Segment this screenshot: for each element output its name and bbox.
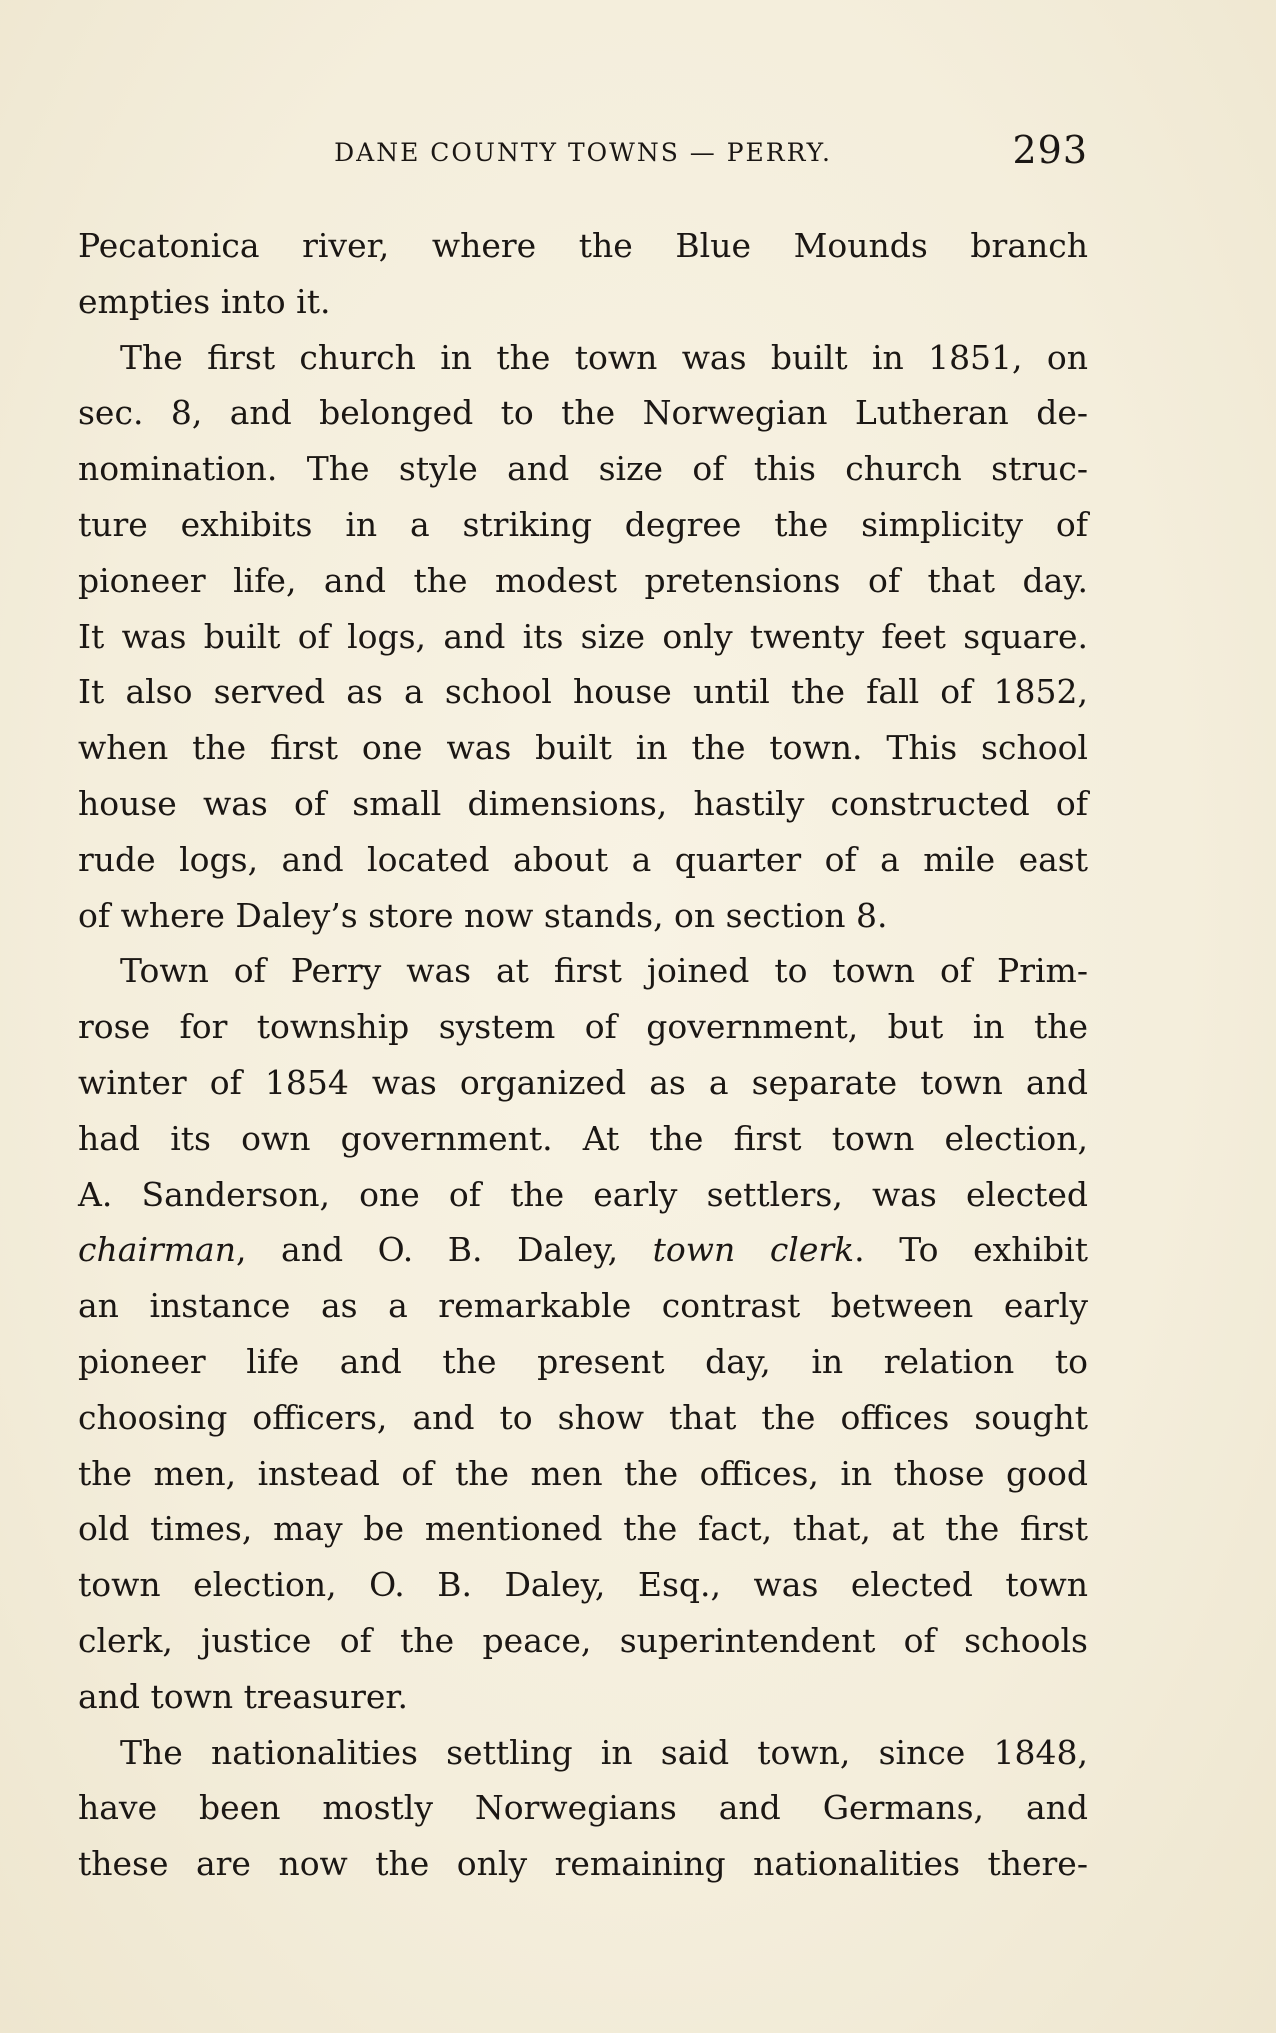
text-line: A. Sanderson, one of the early settlers, was elected — [78, 1174, 1088, 1214]
text-line: nomination. The style and size of this church struc- — [78, 449, 1088, 489]
text-line: of where Daley’s store now stands, on section 8. — [78, 895, 888, 935]
body-text — [78, 218, 1088, 1892]
text-line: empties into it. — [78, 281, 331, 321]
text-line: Town of Perry was at first joined to town of Prim- — [120, 951, 1088, 991]
text-line: The nationalities settling in said town, since 1848, — [120, 1732, 1088, 1772]
text-line: It was built of logs, and its size only twenty feet square. — [78, 616, 1088, 656]
text-line: sec. 8, and belonged to the Norwegian Lutheran de- — [78, 393, 1088, 433]
text-line: house was of small dimensions, hastily constructed of — [78, 783, 1088, 823]
text-line: old times, may be mentioned the fact, that, at the first — [78, 1509, 1088, 1549]
text-line: rude logs, and located about a quarter of a mile east — [78, 839, 1088, 879]
text-line: these are now the only remaining nationalities there- — [78, 1844, 1088, 1884]
text-line: the men, instead of the men the offices, in those good — [78, 1453, 1088, 1493]
text-line: clerk, justice of the peace, superintendent of schools — [78, 1620, 1088, 1660]
running-title: DANE COUNTY TOWNS — PERRY. — [334, 138, 832, 167]
text-line: had its own government. At the first town election, — [78, 1118, 1088, 1158]
text-line: and town treasurer. — [78, 1676, 409, 1716]
text-line: winter of 1854 was organized as a separate town and — [78, 1062, 1088, 1102]
text-line: an instance as a remarkable contrast between early — [78, 1286, 1088, 1326]
text-line: pioneer life, and the modest pretensions of that day. — [78, 560, 1088, 600]
text-line: ture exhibits in a striking degree the simplicity of — [78, 504, 1088, 544]
text-line: town election, O. B. Daley, Esq., was elected town — [78, 1565, 1088, 1605]
text-segment: . To exhibit — [854, 1230, 1088, 1270]
text-line: choosing officers, and to show that the offices sought — [78, 1397, 1088, 1437]
italic-term: town clerk — [652, 1230, 855, 1270]
running-head — [78, 128, 1088, 188]
text-line: have been mostly Norwegians and Germans, and — [78, 1788, 1088, 1828]
text-line: rose for township system of government, but in the — [78, 1007, 1088, 1047]
text-line — [78, 1222, 1088, 1278]
text-line: It also served as a school house until the fall of 1852, — [78, 672, 1088, 712]
text-line: The first church in the town was built in 1851, on — [120, 337, 1088, 377]
text-segment: , and O. B. Daley, — [235, 1230, 653, 1270]
text-line: Pecatonica river, where the Blue Mounds branch — [78, 226, 1088, 265]
text-line: pioneer life and the present day, in relation to — [78, 1341, 1088, 1381]
italic-term: chairman — [78, 1230, 236, 1270]
text-line: when the first one was built in the town. This school — [78, 728, 1088, 768]
page-number: 293 — [1012, 128, 1088, 172]
